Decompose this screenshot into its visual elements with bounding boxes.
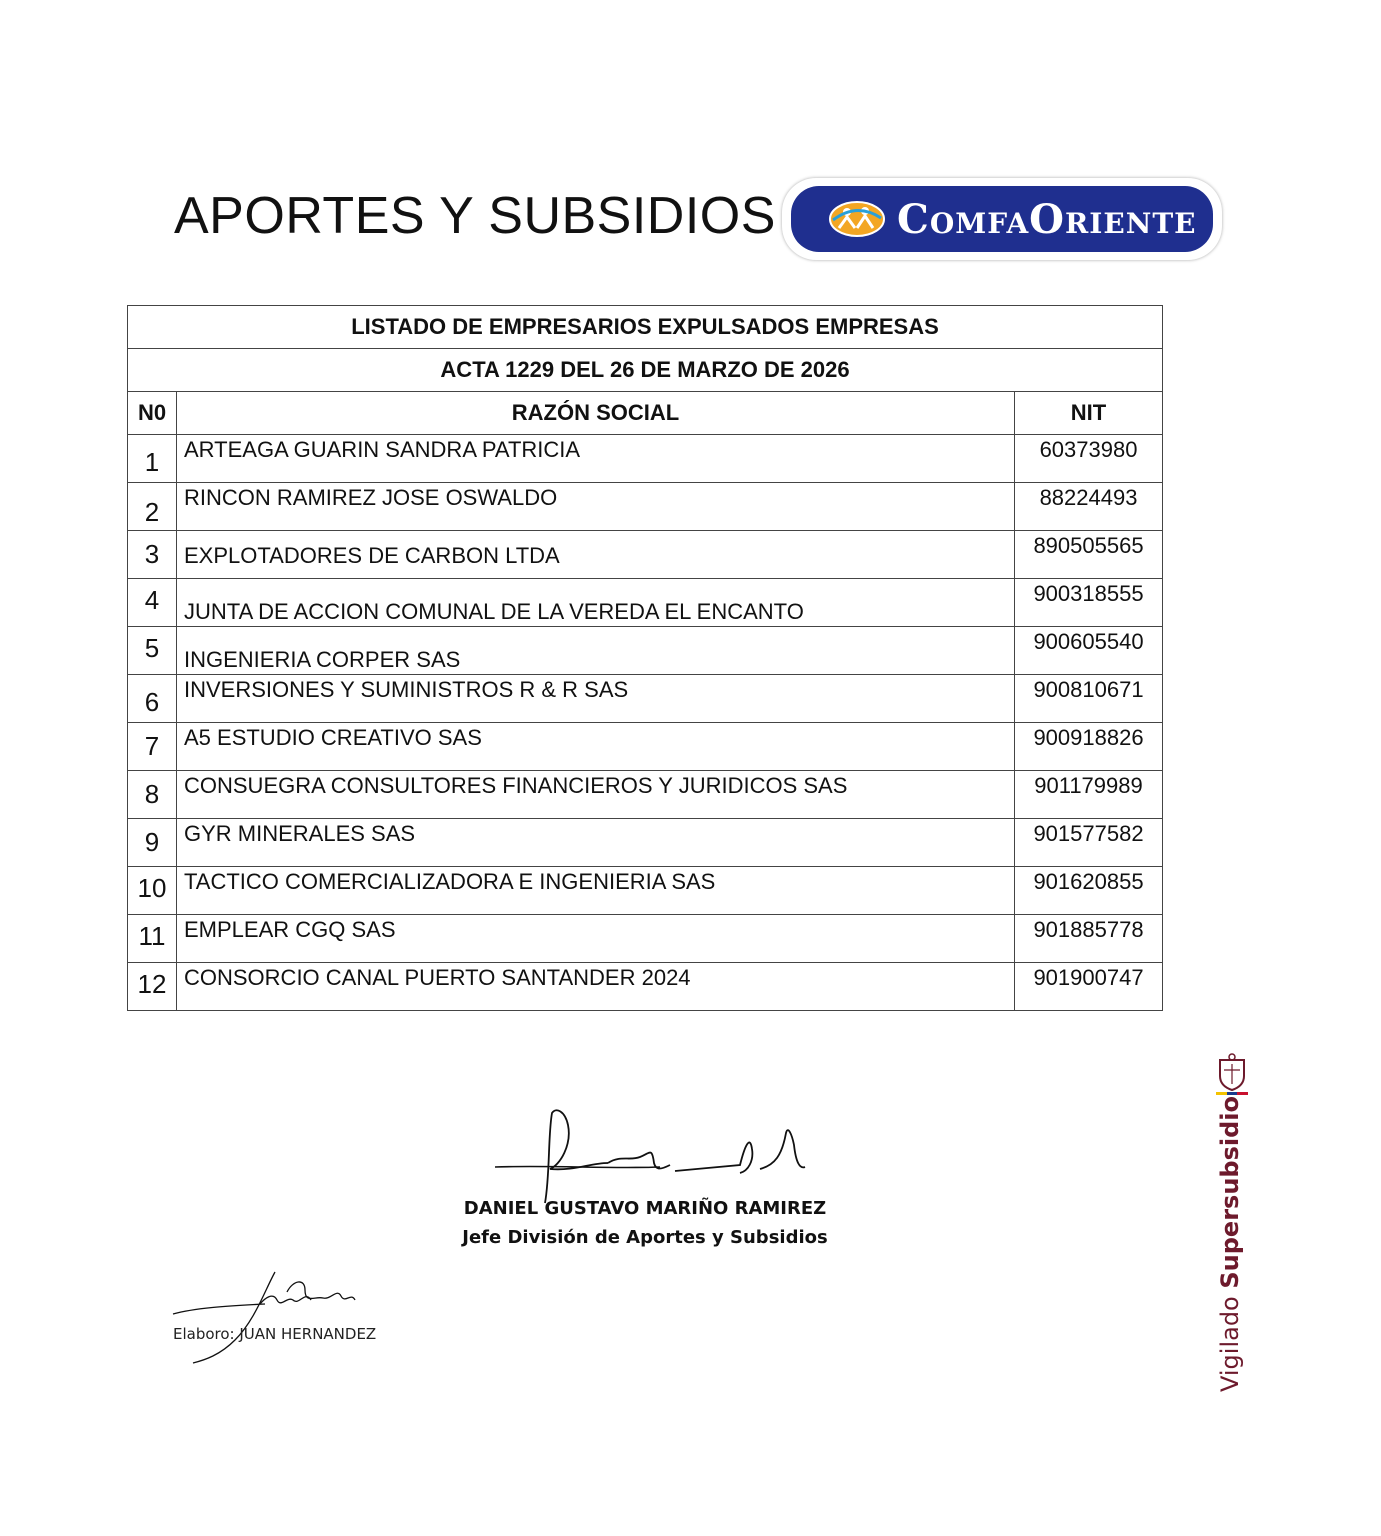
row-number-cell <box>128 867 177 915</box>
row-razon-social: GYR MINERALES SAS <box>184 821 416 846</box>
table-row <box>128 531 1163 579</box>
colombia-seal-icon <box>1212 1052 1252 1096</box>
row-number-cell <box>128 627 177 675</box>
row-razon-social-cell <box>177 723 1015 771</box>
row-number: 3 <box>144 539 160 569</box>
row-number: 9 <box>144 827 160 857</box>
table-row <box>128 771 1163 819</box>
vigilado-supersubsidio <box>1180 1052 1280 1393</box>
row-number: 8 <box>144 779 160 809</box>
table-row <box>128 675 1163 723</box>
row-nit: 901620855 <box>1033 869 1144 894</box>
row-number: 6 <box>144 687 160 717</box>
row-razon-social: A5 ESTUDIO CREATIVO SAS <box>184 725 482 750</box>
row-number: 2 <box>144 497 160 527</box>
row-razon-social: EXPLOTADORES DE CARBON LTDA <box>184 543 560 568</box>
row-nit-cell <box>1015 435 1163 483</box>
row-nit: 900318555 <box>1033 581 1144 606</box>
row-number: 10 <box>137 873 167 903</box>
row-razon-social: ARTEAGA GUARIN SANDRA PATRICIA <box>184 437 581 462</box>
row-nit-cell <box>1015 675 1163 723</box>
table-row <box>128 915 1163 963</box>
row-number-cell <box>128 531 177 579</box>
row-razon-social: CONSORCIO CANAL PUERTO SANTANDER 2024 <box>184 965 691 990</box>
row-razon-social: CONSUEGRA CONSULTORES FINANCIEROS Y JURIDICOS SAS <box>184 773 848 798</box>
table-row <box>128 435 1163 483</box>
family-emblem-icon <box>827 198 887 240</box>
row-razon-social-cell <box>177 963 1015 1011</box>
row-razon-social: INVERSIONES Y SUMINISTROS R & R SAS <box>184 677 629 702</box>
signature-block <box>430 1195 860 1248</box>
elaboro-label: Elaboro: JUAN HERNANDEZ <box>173 1325 377 1343</box>
row-number: 7 <box>144 731 160 761</box>
table-row <box>128 627 1163 675</box>
table-row <box>128 963 1163 1011</box>
signer-role: Jefe División de Aportes y Subsidios <box>462 1227 828 1248</box>
row-nit-cell <box>1015 579 1163 627</box>
row-razon-social: INGENIERIA CORPER SAS <box>184 647 461 672</box>
signer-name: DANIEL GUSTAVO MARIÑO RAMIREZ <box>463 1198 827 1219</box>
row-nit: 60373980 <box>1039 437 1138 462</box>
row-nit-cell <box>1015 771 1163 819</box>
row-number-cell <box>128 819 177 867</box>
page-title: APORTES Y SUBSIDIOS <box>174 187 776 245</box>
row-number-cell <box>128 915 177 963</box>
row-number-cell <box>128 483 177 531</box>
table-row <box>128 483 1163 531</box>
row-nit: 890505565 <box>1033 533 1144 558</box>
row-razon-social: RINCON RAMIREZ JOSE OSWALDO <box>184 485 558 510</box>
elaboro-signature-image <box>165 1270 370 1365</box>
row-nit-cell <box>1015 867 1163 915</box>
row-nit-cell <box>1015 483 1163 531</box>
row-nit-cell <box>1015 531 1163 579</box>
table-row <box>128 579 1163 627</box>
vigilado-prefix: Vigilado <box>1216 1288 1244 1393</box>
row-nit: 901179989 <box>1034 773 1143 798</box>
row-number: 12 <box>137 969 167 999</box>
row-nit: 900810671 <box>1033 677 1144 702</box>
row-number-cell <box>128 435 177 483</box>
vigilado-entity: Supersubsidio <box>1216 1096 1244 1289</box>
row-razon-social-cell <box>177 435 1015 483</box>
table-title: LISTADO DE EMPRESARIOS EXPULSADOS EMPRESAS <box>128 306 1163 349</box>
row-number: 11 <box>138 921 166 951</box>
row-razon-social: EMPLEAR CGQ SAS <box>184 917 396 942</box>
row-number-cell <box>128 723 177 771</box>
row-razon-social-cell <box>177 579 1015 627</box>
row-razon-social-cell <box>177 867 1015 915</box>
row-nit: 901577582 <box>1033 821 1144 846</box>
comfaoriente-logo <box>782 178 1222 260</box>
row-nit-cell <box>1015 723 1163 771</box>
table-row <box>128 867 1163 915</box>
row-number-cell <box>128 675 177 723</box>
column-header-razon-social: RAZÓN SOCIAL <box>177 392 1015 435</box>
row-nit-cell <box>1015 627 1163 675</box>
row-number: 5 <box>144 633 160 663</box>
row-nit: 88224493 <box>1039 485 1138 510</box>
logo-text: ComfaOriente <box>897 195 1197 243</box>
row-razon-social-cell <box>177 627 1015 675</box>
row-number-cell <box>128 579 177 627</box>
row-nit-cell <box>1015 915 1163 963</box>
table-subtitle: ACTA 1229 DEL 26 DE MARZO DE 2026 <box>128 349 1163 392</box>
row-nit: 901885778 <box>1033 917 1144 942</box>
table-row <box>128 723 1163 771</box>
column-header-nit: NIT <box>1015 392 1163 435</box>
row-nit: 900918826 <box>1033 725 1144 750</box>
row-number-cell <box>128 771 177 819</box>
row-nit-cell <box>1015 819 1163 867</box>
column-header-no: N0 <box>128 392 177 435</box>
row-razon-social-cell <box>177 531 1015 579</box>
expelled-employers-table <box>127 305 1163 1011</box>
row-number: 4 <box>144 585 160 615</box>
row-nit: 901900747 <box>1033 965 1144 990</box>
row-razon-social-cell <box>177 915 1015 963</box>
logo-badge <box>791 186 1213 252</box>
row-razon-social-cell <box>177 771 1015 819</box>
table-row <box>128 819 1163 867</box>
row-razon-social: TACTICO COMERCIALIZADORA E INGENIERIA SAS <box>184 869 716 894</box>
row-razon-social-cell <box>177 819 1015 867</box>
row-razon-social-cell <box>177 483 1015 531</box>
row-razon-social: JUNTA DE ACCION COMUNAL DE LA VEREDA EL ENCANTO <box>184 599 804 624</box>
row-nit: 900605540 <box>1033 629 1144 654</box>
vigilado-text <box>1216 1096 1244 1392</box>
row-nit-cell <box>1015 963 1163 1011</box>
row-number-cell <box>128 963 177 1011</box>
row-number: 1 <box>144 447 160 477</box>
row-razon-social-cell <box>177 675 1015 723</box>
